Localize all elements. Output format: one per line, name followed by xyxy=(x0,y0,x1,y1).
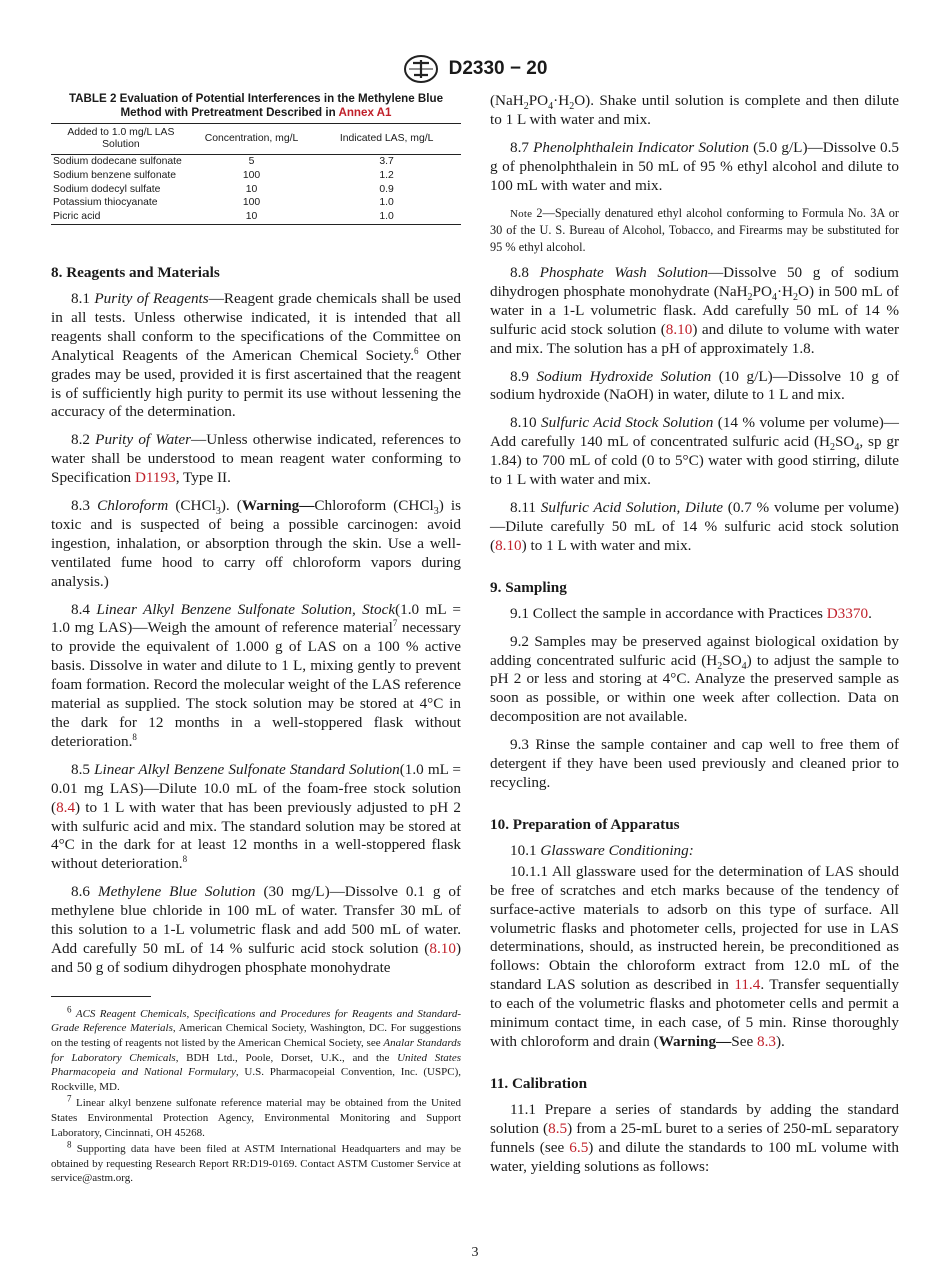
para-8-6-continued: $(NaH_2PO_4\cdot H_2O)$. Shake until solution is complete and then dilute to 1 L with water and mix. xyxy=(490,92,899,128)
table-row: Sodium dodecyl sulfate 10 0.9 xyxy=(53,183,394,195)
table-row: Sodium dodecane sulfonate 5 3.7 xyxy=(53,156,394,167)
para-9-3: 9.3 Rinse the sample container and cap well to free them of detergent if they have been used previously and cleaned prior to recycling. xyxy=(490,736,899,791)
footnote-8: $^8$ Supporting data have been filed at ASTM International Headquarters and may be obtained by requesting Research Report RR:D19-0169. Contact ASTM Customer Service at service@astm.org. xyxy=(51,1139,462,1185)
page-header xyxy=(0,54,950,84)
ref-8-4-link[interactable]: 8.4 xyxy=(56,798,76,816)
ref-6-5-link[interactable]: 6.5 xyxy=(569,1138,589,1156)
footnote-7: $^7$ Linear alkyl benzene sulfonate reference material may be obtained from the United States Environmental Protection Agency, Environmental Monitoring and Support Laboratory, Cincinnati, OH 45268. xyxy=(51,1093,461,1139)
col-header-indicated: Indicated LAS, mg/L xyxy=(312,124,461,155)
para-8-11: 8.11 Sulfuric Acid Solution, Dilute (0.7 % volume per volume)—Dilute carefully 50 mL of 14 % sulfuric acid stock solution (8.10) to 1 L with water and mix. xyxy=(490,499,899,554)
astm-logo-icon xyxy=(403,54,439,84)
para-8-8: 8.8 Phosphate Wash Solution—Dissolve 50 g of sodium dihydrogen phosphate monohydrate $(NaH_2PO_4\cdot H_2O)$ in 500 mL of water in a 1-L volumetric flask. Add carefully 50 mL of 14 % sulfuric acid stock solution (8.10) and dilute to volume with water and mix. The solution has a pH of approximately 1.8. xyxy=(490,264,899,357)
ref-8-10-link[interactable]: 8.10 xyxy=(429,939,456,957)
para-8-3: 8.3 Chloroform (CHCl$_3$). (Warning—Chloroform (CHCl$_3$) is toxic and is suspected of being a possible carcinogen: avoid ingestion, inhalation, or absorption through the skin. Use a well-ventilated fume hood to carry off chloroform vapors during analysis.) xyxy=(51,497,461,590)
para-8-5: 8.5 Linear Alkyl Benzene Sulfonate Standard Solution(1.0 mL = 0.01 mg LAS)—Dilute 10.0 mL of the foam-free stock solution (8.4) to 1 L with water that has been previously adjusted to pH 2 with sulfuric acid and mix. The standard solution may be stored at 4°C in the dark for at least 12 months in a well-stoppered flask without deterioration.$^8$ xyxy=(51,760,462,873)
ref-11-4-link[interactable]: 11.4 xyxy=(734,976,761,994)
ref-8-10-link[interactable]: 8.10 xyxy=(665,320,693,338)
table-row: Picric acid 10 1.0 xyxy=(51,210,461,224)
section-8-heading: 8. Reagents and Materials xyxy=(51,263,220,281)
para-10-1: 10.1 Glassware Conditioning: xyxy=(510,841,694,859)
para-8-2: 8.2 Purity of Water—Unless otherwise indicated, references to water shall be understood to mean reagent water conforming to Specification D1193, Type II. xyxy=(51,431,462,487)
para-8-7: 8.7 Phenolphthalein Indicator Solution (5.0 g/L)—Dissolve 0.5 g of phenolphthalein in 50 mL of 95 % ethyl alcohol and dilute to 100 mL with water and mix. xyxy=(490,138,899,194)
footnote-divider xyxy=(51,996,151,997)
ref-8-10-link[interactable]: 8.10 xyxy=(495,536,522,554)
right-column xyxy=(490,92,899,1185)
para-8-1: 8.1 Purity of Reagents—Reagent grade chemicals shall be used in all tests. Unless otherwise indicated, it is intended that all reagents shall conform to the specifications of the Committee on Analytical Reagents of the American Chemical Society.$^6$ Other grades may be used, provided it is first ascertained that the reagent is of sufficiently high purity to permit its use without lessening the accuracy of the determination. xyxy=(51,289,462,421)
ref-8-3-link[interactable]: 8.3 xyxy=(757,1032,776,1050)
table-2-title: TABLE 2 Evaluation of Potential Interferences in the Methylene Blue Method with Pretreatment Described in Annex A1 xyxy=(68,92,444,119)
col-header-added: Added to 1.0 mg/L LAS Solution xyxy=(51,124,191,155)
table-row: Potassium thiocyanate 100 1.0 xyxy=(53,197,394,209)
note-2: Note 2—Specially denatured ethyl alcohol conforming to Formula No. 3A or 30 of the U. S. Bureau of Alcohol, Tobacco, and Firearms may be substituted for 95 % ethyl alcohol. xyxy=(490,205,899,254)
table-row: Sodium benzene sulfonate 100 1.2 xyxy=(53,169,394,181)
d3370-link[interactable]: D3370 xyxy=(826,604,869,622)
para-8-6: 8.6 Methylene Blue Solution (30 mg/L)—Dissolve 0.1 g of methylene blue chloride in 100 mL of water. Transfer 30 mL of this solution to a 1-L volumetric flask and add 500 mL of water. Add carefully 50 mL of 14 % sulfuric acid stock solution (8.10) and 50 g of sodium dihydrogen phosphate monohydrate xyxy=(51,883,462,976)
para-11-1: 11.1 Prepare a series of standards by adding the standard solution (8.5) from a 25-mL buret to a series of 250-mL separatory funnels (see 6.5) and dilute the standards to 100 mL volume with water, yielding solutions as follows: xyxy=(490,1100,899,1175)
footnote-6: $^6$ ACS Reagent Chemicals, Specifications and Procedures for Reagents and Standard-Grade Reference Materials, American Chemical Society, Washington, DC. For suggestions on the testing of reagents not listed by the American Chemical Society, see Analar Standards for Laboratory Chemicals, BDH Ltd., Poole, Dorset, U.K., and the United States Pharmacopeia and National Formulary, U.S. Pharmacopeial Convention, Inc. (USPC), Rockville, MD. xyxy=(51,1004,462,1093)
para-10-1-1: 10.1.1 All glassware used for the determination of LAS should be free of scratches and etch marks because of the tendency of surface-active materials to adsorb on this type of surface. All volumetric flasks and photometer cells, projected for use in LAS determinations, should, as instructed herein, be preconditioned as follows: Obtain the chloroform extract from 12.0 mL of the standard LAS solution as described in 11.4. Transfer sequentially to each of the volumetric flasks and photometer cells and permit a minimum contact time, in each case, of 5 min. Rinse thoroughly with chloroform and drain (Warning—See 8.3). xyxy=(490,862,899,1050)
interference-table xyxy=(51,123,461,225)
designation: D2330 − 20 xyxy=(448,58,548,79)
left-column xyxy=(51,92,461,1188)
para-8-4: 8.4 Linear Alkyl Benzene Sulfonate Solution, Stock(1.0 mL = 1.0 mg LAS)—Weigh the amount of reference material$^7$ necessary to provide the equivalent of 1.000 g of LAS on a 100 % active basis. Dissolve in water and dilute to 1 L, mixing gently to prevent foam formation. Record the molecular weight of the LAS reference material as supplied. The stock solution may be stored at 4°C in the dark for 12 months in a well-stoppered flask without deterioration.$^8$ xyxy=(51,600,462,750)
para-8-10: 8.10 Sulfuric Acid Stock Solution (14 % volume per volume)—Add carefully 140 mL of concentrated sulfuric acid ($H_2SO_4$, sp gr 1.84) to 700 mL of cold (0 to 5°C) water with good stirring, dilute to 1 L with water and mix. xyxy=(490,414,900,489)
col-header-concentration: Concentration, mg/L xyxy=(191,124,312,155)
para-8-9: 8.9 Sodium Hydroxide Solution (10 g/L)—Dissolve 10 g of sodium hydroxide (NaOH) in water, dilute to 1 L and mix. xyxy=(490,367,900,404)
ref-8-5-link[interactable]: 8.5 xyxy=(548,1119,568,1137)
para-9-2: 9.2 Samples may be preserved against biological oxidation by adding concentrated sulfuric acid $(H_2SO_4)$ to adjust the sample to pH 2 or less and storing at 4°C. Analyze the preserved sample as soon as possible, or within one week after collection. Data on decomposition are not available. xyxy=(490,632,899,726)
section-9-heading: 9. Sampling xyxy=(490,578,567,596)
section-10-heading: 10. Preparation of Apparatus xyxy=(490,815,680,833)
para-9-1: 9.1 Collect the sample in accordance with Practices D3370. xyxy=(510,604,872,622)
section-11-heading: 11. Calibration xyxy=(490,1074,588,1092)
d1193-link[interactable]: D1193 xyxy=(134,469,176,487)
page-number: 3 xyxy=(471,1245,479,1260)
table-header-row xyxy=(51,124,461,155)
annex-a1-link[interactable]: Annex A1 xyxy=(338,106,392,119)
